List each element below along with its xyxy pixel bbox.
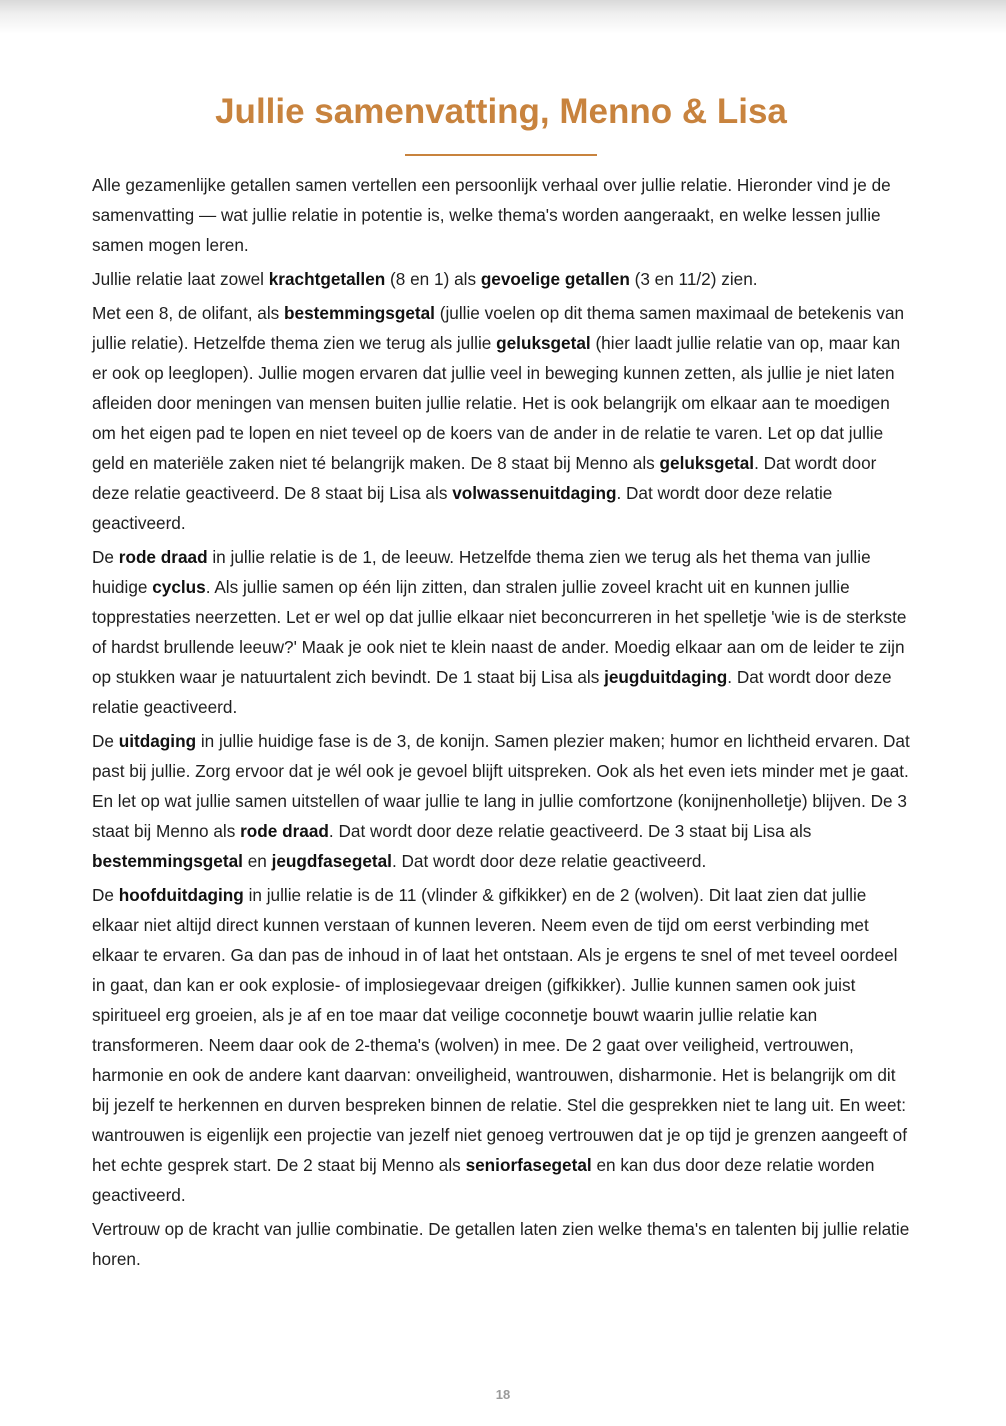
text-run: in jullie relatie is de 11 (vlinder & gifkikker) en de 2 (wolven). Dit laat zien dat jullie elkaar niet altijd direct kunnen verstaan of kunnen leveren. Neem even de tijd om eerst verbinding met elkaar te ervaren. Ga dan pas de inhoud in of laat het ontstaan. Als je ergens te snel of met teveel oordeel in gaat, dan kan er ook explosie- of implosiegevaar dreigen (gifkikker). Jullie kunnen samen ook juist spiritueel erg groeien, als je af en toe maar dat veilige coconnetje bouwt waarin jullie relatie kan transformeren. Neem daar ook de 2-thema's (wolven) in mee. De 2 gaat over veiligheid, vertrouwen, harmonie en ook de andere kant daarvan: onveiligheid, wantrouwen, disharmonie. Het is belangrijk om dit bij jezelf te herkennen en durven bespreken binnen de relatie. Stel die gesprekken niet te lang uit. En weet: wantrouwen is eigenlijk een projectie van jezelf niet genoeg vertrouwen dat je op tijd je grenzen aangeeft of het echte gesprek start. De 2 staat bij Menno als	[92, 885, 908, 1175]
emphasized-term: gevoelige getallen	[480, 269, 630, 289]
page-top-shadow	[0, 0, 1006, 34]
paragraph-intro	[92, 170, 910, 260]
emphasized-term: rode draad	[240, 821, 329, 841]
emphasized-term: geluksgetal	[659, 453, 755, 473]
emphasized-term: geluksgetal	[496, 333, 591, 353]
text-run: De	[92, 547, 119, 567]
text-run: Alle gezamenlijke getallen samen vertellen een persoonlijk verhaal over jullie relatie. Hieronder vind je de samenvatting — wat jullie relatie in potentie is, welke thema's worden aangeraakt, en welke lessen jullie samen mogen leren.	[92, 175, 891, 255]
emphasized-term: cyclus	[152, 577, 206, 597]
emphasized-term: bestemmingsgetal	[92, 851, 243, 871]
emphasized-term: jeugduitdaging	[604, 667, 728, 687]
emphasized-term: krachtgetallen	[268, 269, 386, 289]
text-run: . Dat wordt door deze relatie geactiveerd. De 3 staat bij Lisa als	[328, 821, 812, 841]
title-divider	[405, 154, 597, 156]
text-run: en kan dus door deze relatie worden geactiveerd.	[92, 1155, 875, 1205]
paragraph-closing	[92, 1214, 910, 1274]
text-run: . Dat wordt door deze relatie geactiveerd.	[92, 483, 833, 533]
text-run: in jullie huidige fase is de 3, de konijn. Samen plezier maken; humor en lichtheid ervaren. Dat past bij jullie. Zorg ervoor dat je wél ook je gevoel blijft uitspreken. Ook als het even iets minder met je gaat. En let op wat jullie samen uitstellen of waar jullie te lang in jullie comfortzone (konijnenholletje) blijven. De 3 staat bij Menno als	[92, 731, 910, 841]
paragraph-eight	[92, 298, 910, 538]
emphasized-term: bestemmingsgetal	[284, 303, 435, 323]
text-run: (hier laadt jullie relatie van op, maar kan er ook op leeglopen). Jullie mogen ervaren dat jullie veel in beweging kunnen zetten, als jullie je niet laten afleiden door meningen van mensen buiten jullie relatie. Het is ook belangrijk om elkaar aan te moedigen om het eigen pad te lopen en niet teveel op de koers van de ander in de relatie te varen. Let op dat jullie geld en materiële zaken niet té belangrijk maken. De 8 staat bij Menno als	[92, 333, 901, 473]
text-run: (3 en 11/2) zien.	[629, 269, 758, 289]
page-number: 18	[495, 1387, 511, 1402]
text-run: en	[242, 851, 272, 871]
emphasized-term: jeugdfasegetal	[271, 851, 392, 871]
emphasized-term: seniorfasegetal	[465, 1155, 592, 1175]
text-run: in jullie relatie is de 1, de leeuw. Hetzelfde thema zien we terug als het thema van jullie huidige	[92, 547, 871, 597]
paragraph-eleven-two	[92, 880, 910, 1210]
text-run: . Dat wordt door deze relatie geactiveerd.	[391, 851, 707, 871]
paragraph-number-types	[92, 264, 910, 294]
emphasized-term: volwassenuitdaging	[452, 483, 617, 503]
text-run: (8 en 1) als	[385, 269, 481, 289]
text-run: Vertrouw op de kracht van jullie combinatie. De getallen laten zien welke thema's en talenten bij jullie relatie horen.	[92, 1219, 910, 1269]
text-run: De	[92, 731, 119, 751]
page-title: Jullie samenvatting, Menno & Lisa	[215, 92, 787, 131]
text-run: De	[92, 885, 119, 905]
text-run: . Dat wordt door deze relatie geactiveerd.	[92, 667, 892, 717]
emphasized-term: hoofduitdaging	[118, 885, 244, 905]
emphasized-term: uitdaging	[118, 731, 197, 751]
emphasized-term: rode draad	[118, 547, 208, 567]
text-run: Jullie relatie laat zowel	[92, 269, 269, 289]
text-run: Met een 8, de olifant, als	[92, 303, 285, 323]
text-run: . Als jullie samen op één lijn zitten, dan stralen jullie zoveel kracht uit en kunnen jullie topprestaties neerzetten. Let er wel op dat jullie elkaar niet beconcurreren in het spelletje 'wie is de sterkste of hardst brullende leeuw?' Maak je ook niet te klein naast de ander. Moedig elkaar aan om de leider te zijn op stukken waar je natuurtalent zich bevindt. De 1 staat bij Lisa als	[92, 577, 907, 687]
text-run: . Dat wordt door deze relatie geactiveerd. De 8 staat bij Lisa als	[92, 453, 877, 503]
document-page	[92, 90, 910, 1278]
text-run: (jullie voelen op dit thema samen maximaal de betekenis van jullie relatie). Hetzelfde thema zien we terug als jullie	[92, 303, 905, 353]
paragraph-three	[92, 726, 910, 876]
paragraph-one	[92, 542, 910, 722]
